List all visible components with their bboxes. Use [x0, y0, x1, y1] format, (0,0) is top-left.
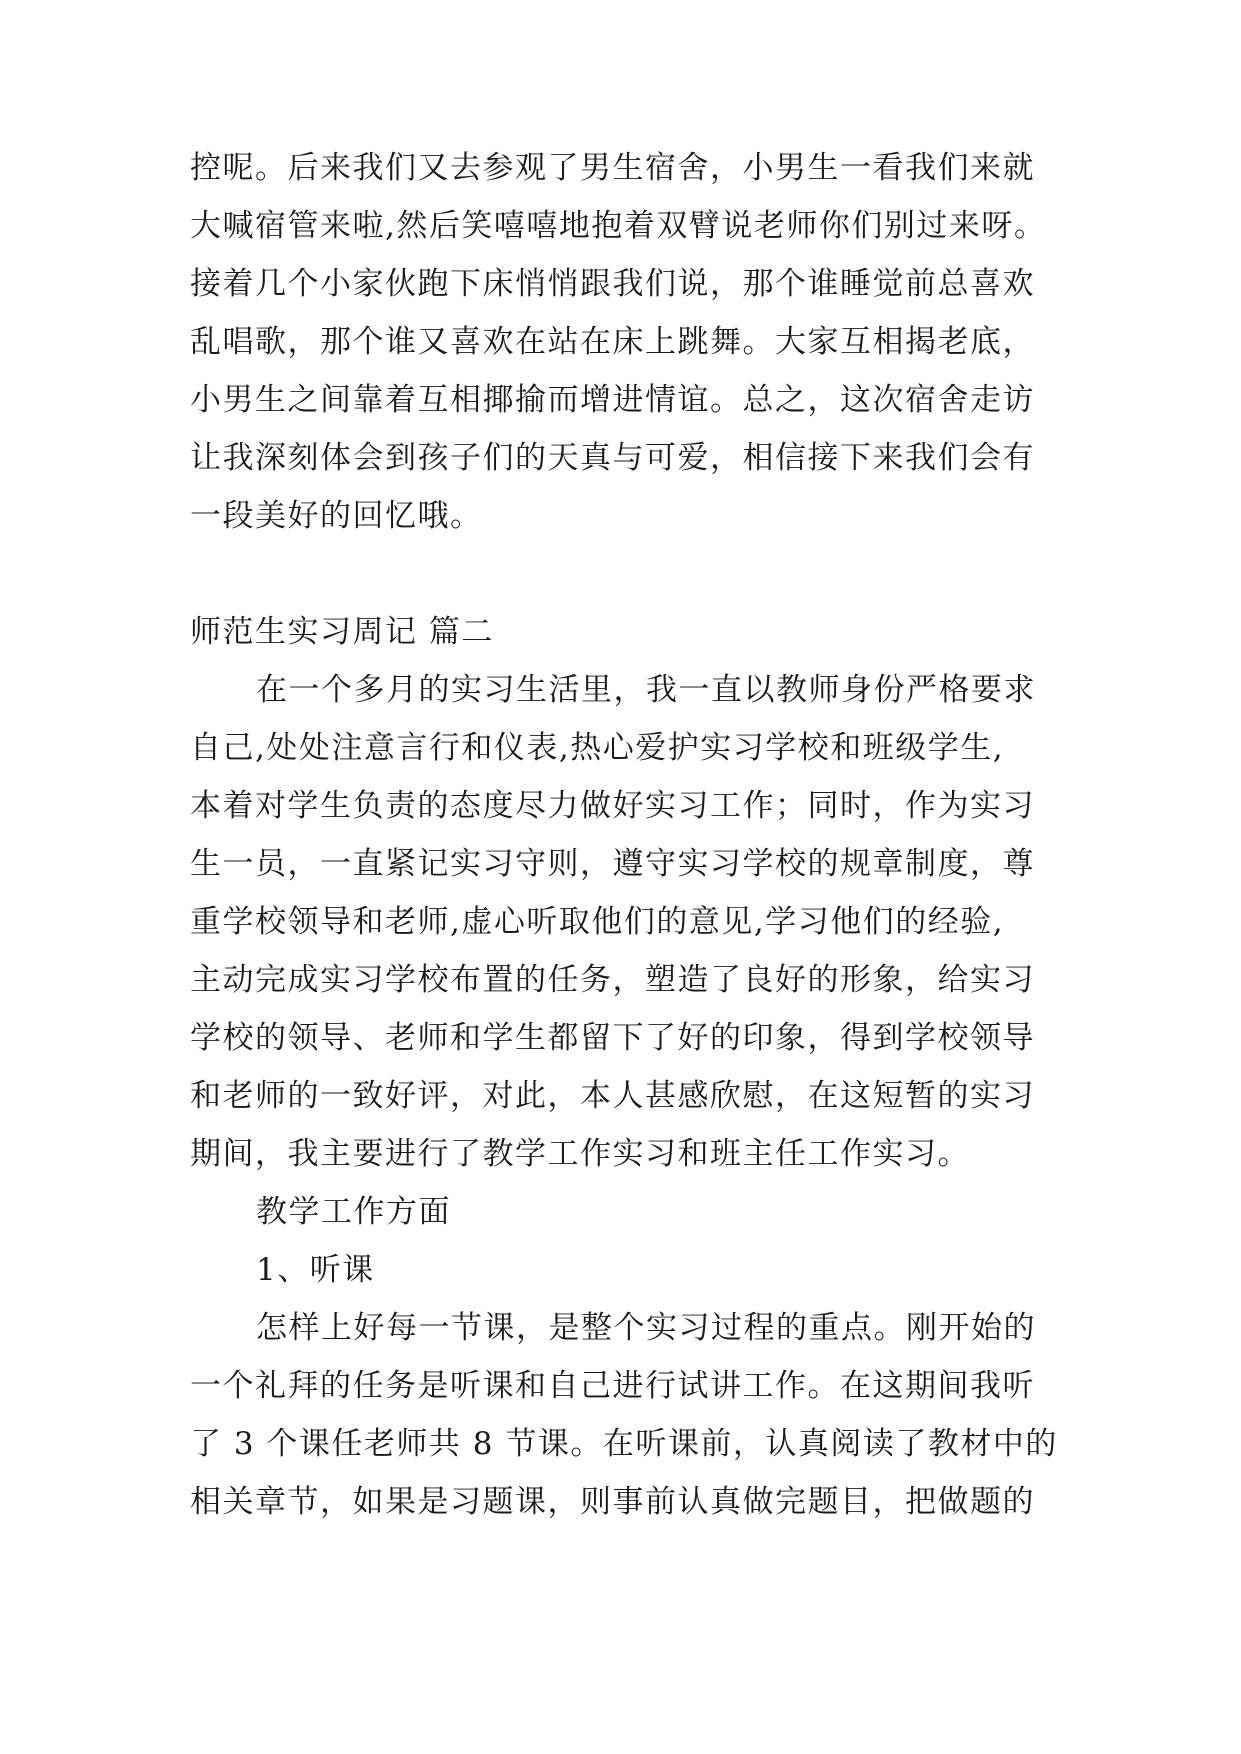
paragraph-line: 大喊宿管来啦,然后笑嘻嘻地抱着双臂说老师你们别过来呀。 — [190, 208, 1047, 244]
paragraph-line: 自己,处处注意言行和仪表,热心爱护实习学校和班级学生, — [190, 730, 1005, 766]
paragraph-line: 一段美好的回忆哦。 — [190, 498, 483, 534]
paragraph-line: 接着几个小家伙跑下床悄悄跟我们说，那个谁睡觉前总喜欢 — [190, 266, 1035, 302]
paragraph-line: 在一个多月的实习生活里，我一直以教师身份严格要求 — [256, 672, 1036, 708]
paragraph-line: 本着对学生负责的态度尽力做好实习工作；同时，作为实习 — [190, 788, 1035, 824]
paragraph-line: 了 3 个课任老师共 8 节课。在听课前，认真阅读了教材中的 — [190, 1426, 1058, 1462]
paragraph-line: 让我深刻体会到孩子们的天真与可爱，相信接下来我们会有 — [190, 440, 1035, 476]
paragraph-line: 生一员，一直紧记实习守则，遵守实习学校的规章制度，尊 — [190, 846, 1035, 882]
paragraph-line: 和老师的一致好评，对此，本人甚感欣慰，在这短暂的实习 — [190, 1078, 1035, 1114]
paragraph-line: 学校的领导、老师和学生都留下了好的印象，得到学校领导 — [190, 1020, 1035, 1056]
paragraph-line: 相关章节，如果是习题课，则事前认真做完题目，把做题的 — [190, 1484, 1035, 1520]
paragraph-line: 重学校领导和老师,虚心听取他们的意见,学习他们的经验, — [190, 904, 1005, 940]
paragraph-line: 期间，我主要进行了教学工作实习和班主任工作实习。 — [190, 1136, 970, 1172]
item-heading: 1、听课 — [256, 1252, 375, 1288]
paragraph-line: 一个礼拜的任务是听课和自己进行试讲工作。在这期间我听 — [190, 1368, 1035, 1404]
paragraph-line: 乱唱歌，那个谁又喜欢在站在床上跳舞。大家互相揭老底， — [190, 324, 1035, 360]
paragraph-line: 小男生之间靠着互相揶揄而增进情谊。总之，这次宿舍走访 — [190, 382, 1035, 418]
paragraph-line: 主动完成实习学校布置的任务，塑造了良好的形象，给实习 — [190, 962, 1035, 998]
section-title: 师范生实习周记 篇二 — [190, 614, 494, 650]
subheading: 教学工作方面 — [256, 1194, 451, 1230]
paragraph-line: 控呢。后来我们又去参观了男生宿舍，小男生一看我们来就 — [190, 150, 1035, 186]
paragraph-line: 怎样上好每一节课，是整个实习过程的重点。刚开始的 — [256, 1310, 1036, 1346]
